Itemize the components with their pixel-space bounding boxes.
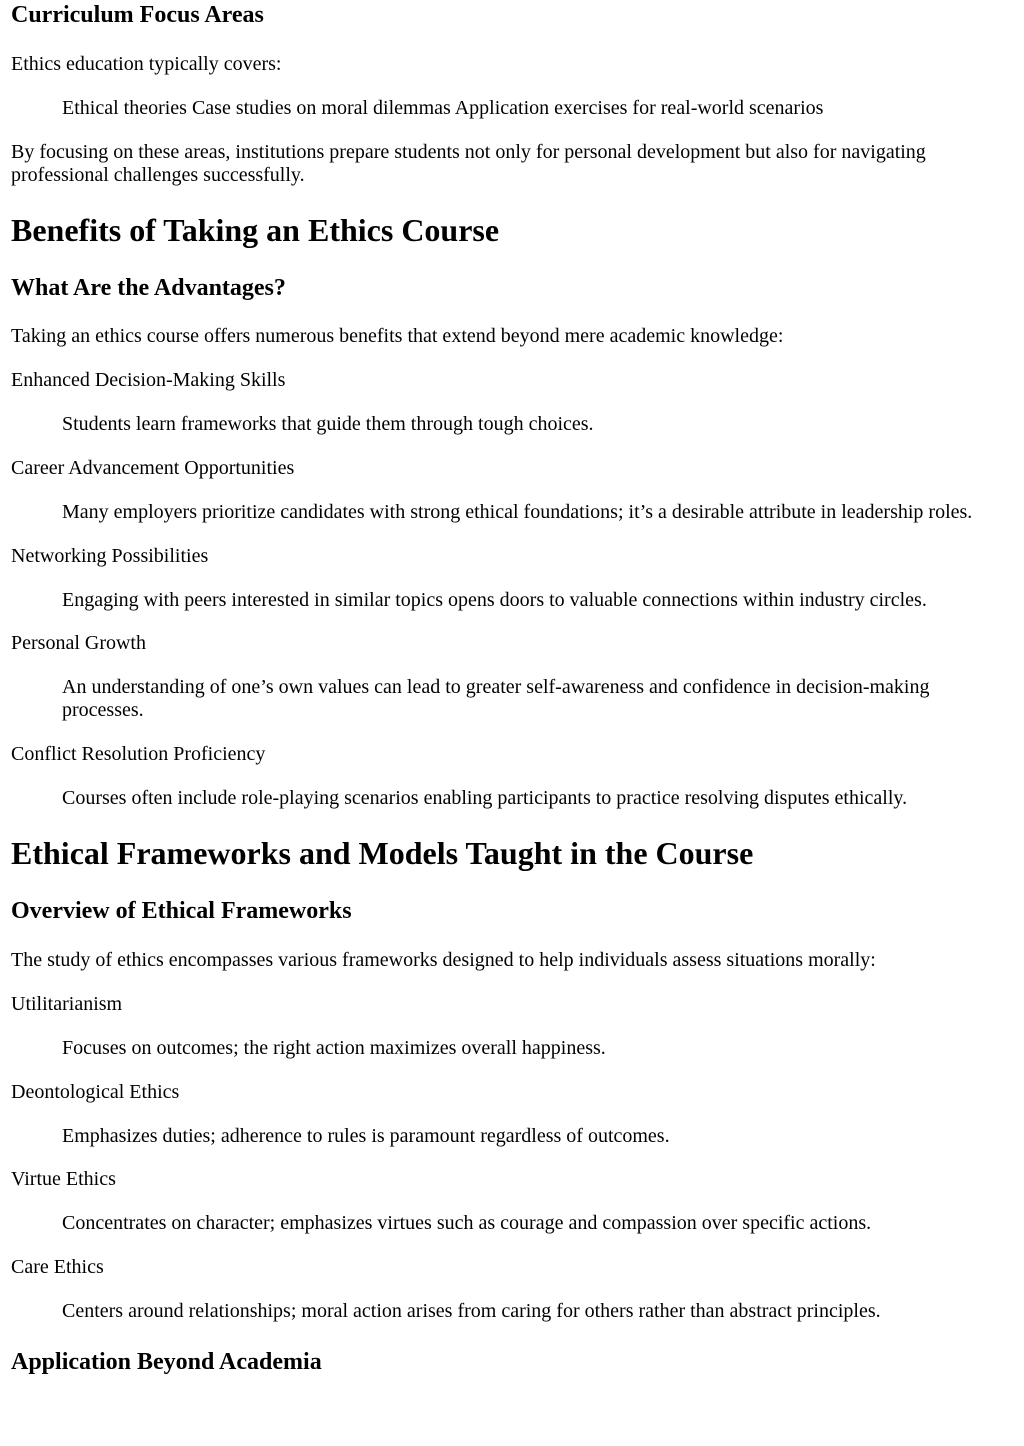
framework-description: Emphasizes duties; adherence to rules is paramount regardless of outcomes. xyxy=(62,1125,670,1147)
framework-term: Deontological Ethics xyxy=(11,1081,180,1103)
frameworks-intro: The study of ethics encompasses various frameworks designed to help individuals assess situations morally: xyxy=(11,949,876,971)
curriculum-intro: Ethics education typically covers: xyxy=(11,53,282,75)
benefit-description: Students learn frameworks that guide them through tough choices. xyxy=(62,413,594,435)
benefit-term: Career Advancement Opportunities xyxy=(11,457,295,479)
subheading-frameworks-overview: Overview of Ethical Frameworks xyxy=(11,898,352,924)
benefit-term: Networking Possibilities xyxy=(11,545,209,567)
section-heading-benefits: Benefits of Taking an Ethics Course xyxy=(11,212,500,248)
framework-description: Centers around relationships; moral action arises from caring for others rather than abstract principles. xyxy=(62,1300,881,1322)
framework-term: Virtue Ethics xyxy=(11,1168,116,1190)
benefit-term: Personal Growth xyxy=(11,632,146,654)
framework-term: Utilitarianism xyxy=(11,993,123,1015)
benefit-description: An understanding of one’s own values can lead to greater self-awareness and confidence in decision-making processes. xyxy=(62,676,930,721)
subheading-application: Application Beyond Academia xyxy=(11,1349,322,1375)
benefit-description: Courses often include role-playing scenarios enabling participants to practice resolving disputes ethically. xyxy=(62,787,908,809)
benefit-description: Engaging with peers interested in similar topics opens doors to valuable connections within industry circles. xyxy=(62,589,927,611)
benefit-description: Many employers prioritize candidates with strong ethical foundations; it’s a desirable attribute in leadership roles. xyxy=(62,501,973,523)
curriculum-closing: By focusing on these areas, institutions prepare students not only for personal development but also for navigating professional challenges successfully. xyxy=(11,141,926,186)
section-heading-frameworks: Ethical Frameworks and Models Taught in the Course xyxy=(11,835,754,871)
section-heading-curriculum: Curriculum Focus Areas xyxy=(11,2,264,28)
benefit-term: Enhanced Decision-Making Skills xyxy=(11,369,286,391)
benefits-intro: Taking an ethics course offers numerous benefits that extend beyond mere academic knowledge: xyxy=(11,325,784,347)
framework-description: Concentrates on character; emphasizes virtues such as courage and compassion over specific actions. xyxy=(62,1212,872,1234)
curriculum-items: Ethical theories Case studies on moral dilemmas Application exercises for real-world scenarios xyxy=(62,97,824,119)
framework-description: Focuses on outcomes; the right action maximizes overall happiness. xyxy=(62,1037,606,1059)
framework-term: Care Ethics xyxy=(11,1256,104,1278)
benefit-term: Conflict Resolution Proficiency xyxy=(11,743,266,765)
subheading-advantages: What Are the Advantages? xyxy=(11,275,286,301)
